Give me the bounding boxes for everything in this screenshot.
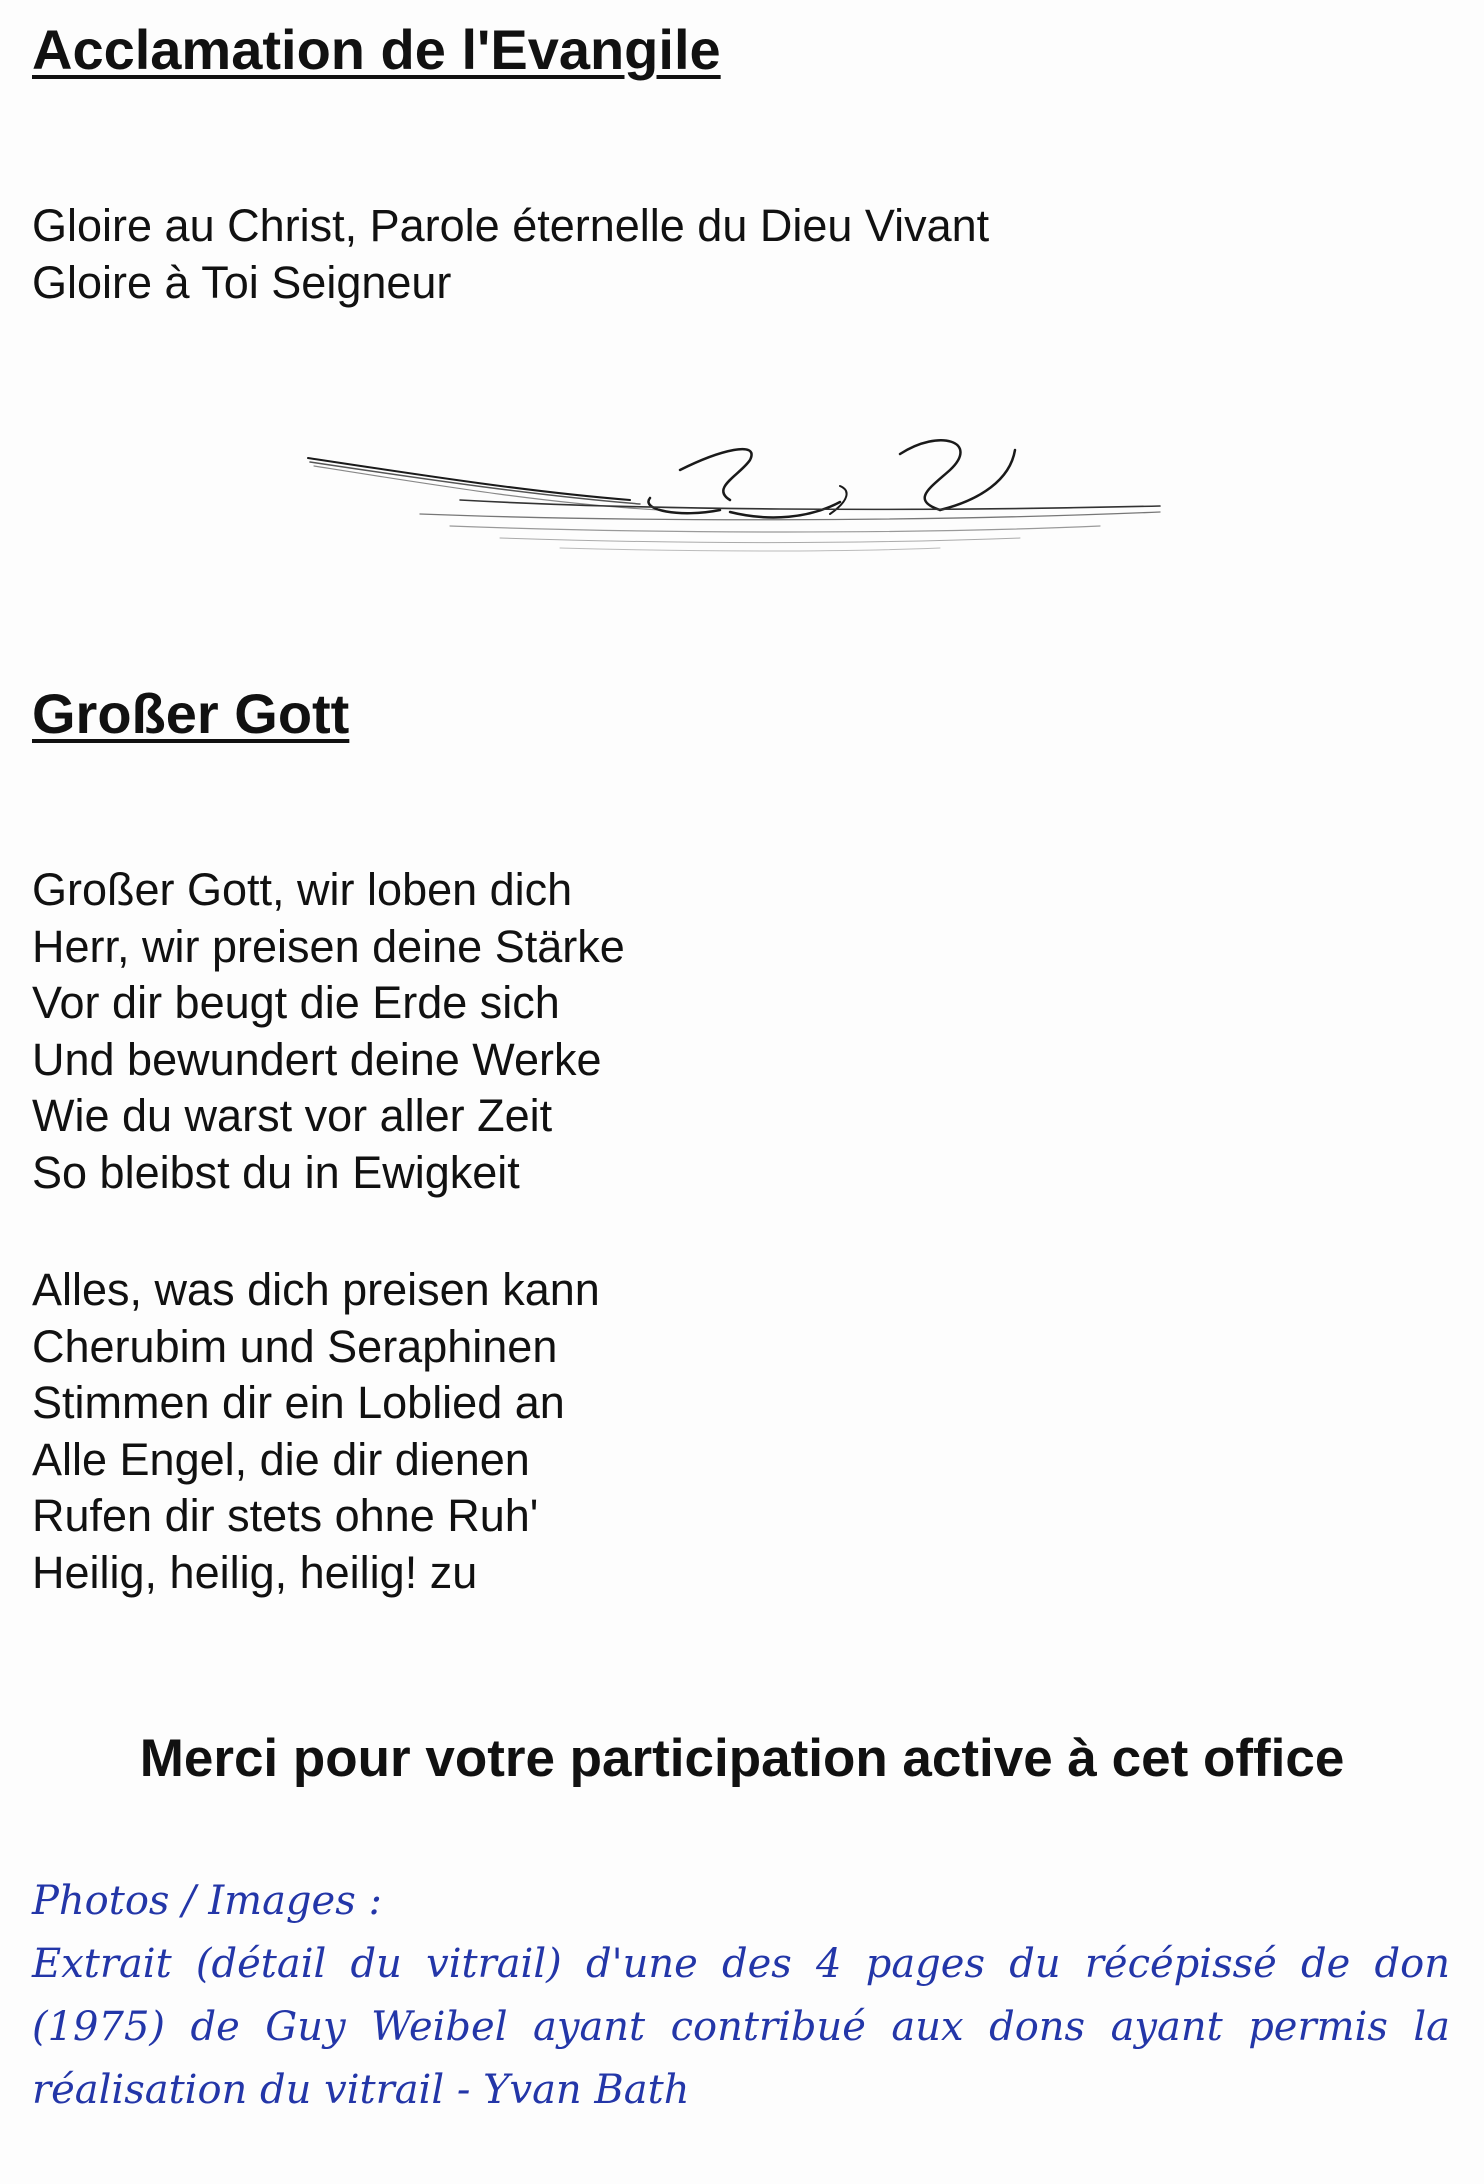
acclamation-verse: [32, 198, 989, 311]
verse-line: Stimmen dir ein Loblied an: [32, 1377, 565, 1428]
verse-line: Großer Gott, wir loben dich: [32, 864, 573, 915]
hymn-stanza: [32, 862, 625, 1201]
boat-waves-drawing-icon: [300, 430, 1180, 570]
verse-line: Cherubim und Seraphinen: [32, 1320, 558, 1372]
verse-line: Heilig, heilig, heilig! zu: [32, 1546, 478, 1598]
verse-line: Gloire à Toi Seigneur: [32, 256, 452, 308]
credits-text: Extrait (détail du vitrail) d'une des 4 pages du récépissé de don (1975) de Guy Weibel ayant contribué aux dons ayant permis la réalisation du vitrail - Yvan Bath: [32, 1941, 1450, 2113]
thanks-message: Merci pour votre participation active à cet office: [139, 1729, 1345, 1788]
acclamation-title: Acclamation de l'Evangile: [32, 18, 721, 81]
hymn-title: Großer Gott: [32, 682, 350, 745]
verse-line: Vor dir beugt die Erde sich: [32, 977, 560, 1028]
verse-line: Rufen dir stets ohne Ruh': [32, 1490, 539, 1541]
verse-line: Herr, wir preisen deine Stärke: [32, 920, 625, 972]
verse-line: So bleibst du in Ewigkeit: [32, 1146, 520, 1198]
verse-line: Wie du warst vor aller Zeit: [32, 1090, 553, 1141]
verse-line: Alle Engel, die dir dienen: [32, 1433, 530, 1485]
verse-line: Und bewundert deine Werke: [32, 1033, 602, 1085]
photo-credits: [32, 1870, 1450, 2122]
credits-label: Photos / Images :: [32, 1878, 382, 1924]
hymn-stanza: [32, 1262, 600, 1601]
verse-line: Alles, was dich preisen kann: [32, 1264, 600, 1315]
verse-line: Gloire au Christ, Parole éternelle du Dieu Vivant: [32, 200, 990, 251]
